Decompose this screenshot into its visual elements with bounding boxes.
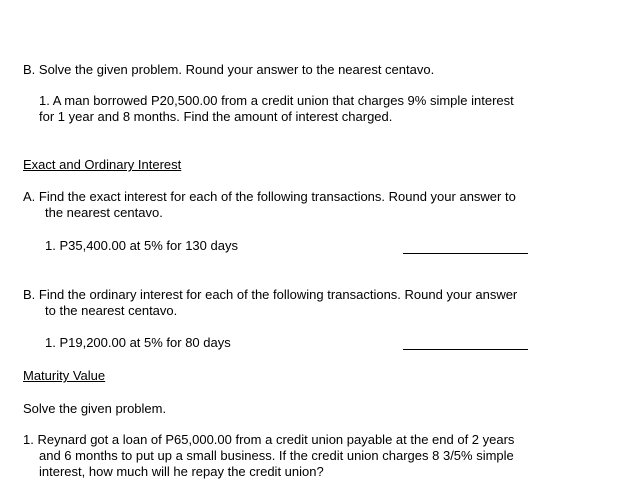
problem-1-line-1: 1. A man borrowed P20,500.00 from a credit union that charges 9% simple interest <box>39 93 514 108</box>
ordinary-interest-instruction-line-2: to the nearest centavo. <box>45 303 178 318</box>
ordinary-interest-answer-blank[interactable] <box>403 349 528 350</box>
maturity-problem-line-1: 1. Reynard got a loan of P65,000.00 from a credit union payable at the end of 2 years <box>23 432 515 447</box>
ordinary-interest-instruction-line-1: B. Find the ordinary interest for each of the following transactions. Round your answer <box>23 287 518 302</box>
part-b-solve-heading: B. Solve the given problem. Round your answer to the nearest centavo. <box>23 62 435 77</box>
exact-interest-answer-blank[interactable] <box>403 253 528 254</box>
maturity-problem-line-2: and 6 months to put up a small business. If the credit union charges 8 3/5% simple <box>39 448 514 463</box>
exact-ordinary-interest-title: Exact and Ordinary Interest <box>23 157 182 172</box>
ordinary-interest-item-1: 1. P19,200.00 at 5% for 80 days <box>45 335 231 350</box>
maturity-instruction: Solve the given problem. <box>23 401 167 416</box>
maturity-problem-line-3: interest, how much will he repay the credit union? <box>39 464 324 479</box>
exact-interest-instruction-line-1: A. Find the exact interest for each of the following transactions. Round your answer to <box>23 189 516 204</box>
exact-interest-instruction-line-2: the nearest centavo. <box>45 205 163 220</box>
exact-interest-item-1: 1. P35,400.00 at 5% for 130 days <box>45 238 238 253</box>
maturity-value-title: Maturity Value <box>23 368 106 383</box>
problem-1-line-2: for 1 year and 8 months. Find the amount of interest charged. <box>39 109 393 124</box>
